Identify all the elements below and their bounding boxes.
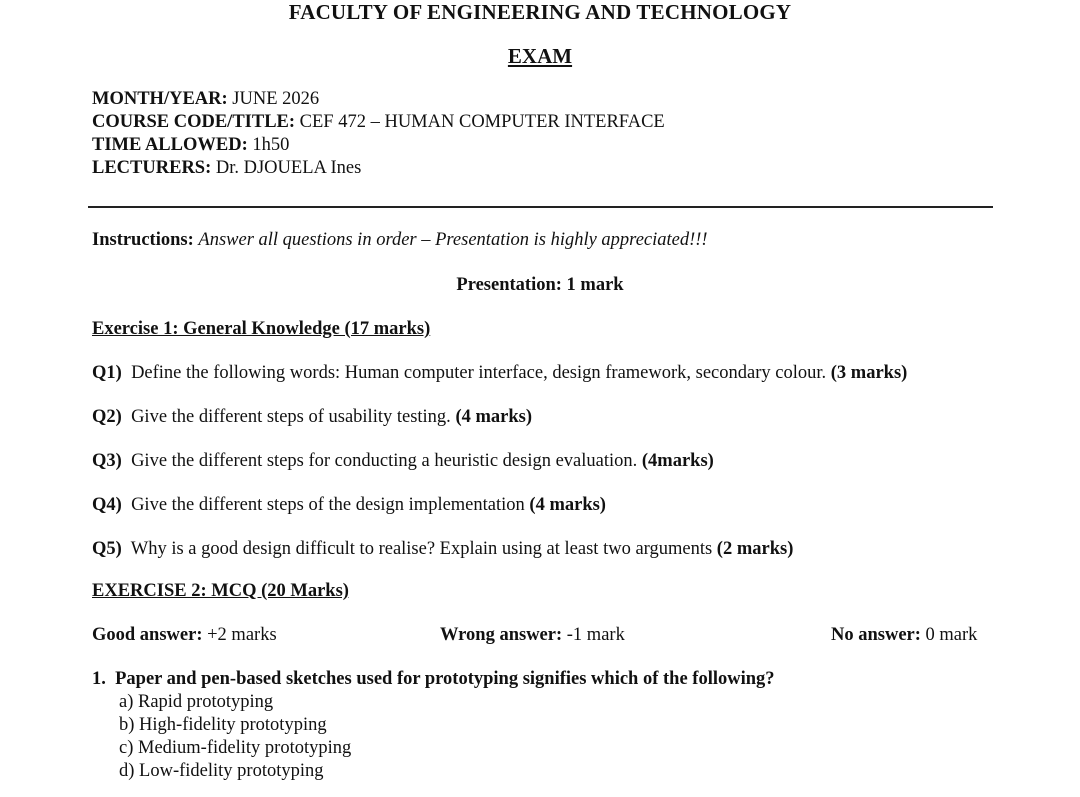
scoring-good (92, 625, 277, 646)
question-text: Give the different steps of usability testing. (131, 407, 451, 427)
mcq-num: 1. (92, 669, 106, 689)
exercise2-title: EXERCISE 2: MCQ (20 Marks) (92, 581, 349, 601)
meta-label: MONTH/YEAR: (92, 89, 228, 109)
meta-value: CEF 472 – HUMAN COMPUTER INTERFACE (299, 112, 665, 132)
scoring-label: No answer: (831, 625, 921, 645)
meta-course (92, 112, 665, 133)
divider (88, 206, 993, 208)
scoring-wrong (440, 625, 625, 646)
scoring-value: 0 mark (925, 625, 978, 645)
question-marks: (4 marks) (529, 495, 606, 515)
question-num: Q2) (92, 407, 122, 427)
question-q3 (92, 451, 714, 472)
question-text: Give the different steps of the design implementation (131, 495, 525, 515)
question-marks: (4 marks) (455, 407, 532, 427)
meta-month-year (92, 89, 319, 110)
instructions-text: Answer all questions in order – Presentation is highly appreciated!!! (198, 230, 708, 250)
mcq-option-a: a) Rapid prototyping (119, 692, 274, 712)
question-q1 (92, 363, 907, 384)
mcq-option-d: d) Low-fidelity prototyping (119, 761, 324, 781)
question-q2 (92, 407, 532, 428)
presentation-mark: Presentation: 1 mark (456, 275, 624, 295)
meta-time (92, 135, 289, 156)
question-text: Why is a good design difficult to realise? Explain using at least two arguments (130, 539, 713, 559)
mcq-option-c: c) Medium-fidelity prototyping (119, 738, 352, 758)
scoring-label: Wrong answer: (440, 625, 563, 645)
instructions (92, 230, 708, 251)
mcq-text: Paper and pen-based sketches used for prototyping signifies which of the following? (115, 669, 775, 689)
scoring-value: -1 mark (566, 625, 625, 645)
meta-value: 1h50 (252, 135, 290, 155)
question-q5 (92, 539, 793, 560)
meta-label: TIME ALLOWED: (92, 135, 248, 155)
mcq-question (92, 669, 775, 690)
question-marks: (3 marks) (830, 363, 908, 383)
meta-label: LECTURERS: (92, 158, 212, 178)
scoring-none (831, 625, 977, 646)
scoring-value: +2 marks (207, 625, 277, 645)
meta-lecturers (92, 158, 361, 179)
question-marks: (2 marks) (716, 539, 794, 559)
meta-label: COURSE CODE/TITLE: (92, 112, 296, 132)
question-marks: (4marks) (641, 451, 714, 471)
question-text: Define the following words: Human computer interface, design framework, secondary colour. (131, 363, 827, 383)
exercise1-title: Exercise 1: General Knowledge (17 marks) (92, 319, 431, 339)
faculty-title: FACULTY OF ENGINEERING AND TECHNOLOGY (288, 0, 792, 24)
question-num: Q1) (92, 363, 122, 383)
mcq-option-b: b) High-fidelity prototyping (119, 715, 327, 735)
question-text: Give the different steps for conducting a heuristic design evaluation. (131, 451, 638, 471)
meta-value: JUNE 2026 (232, 89, 320, 109)
question-q4 (92, 495, 606, 516)
scoring-label: Good answer: (92, 625, 203, 645)
question-num: Q5) (92, 539, 122, 559)
question-num: Q3) (92, 451, 122, 471)
exam-title: EXAM (507, 44, 573, 68)
instructions-label: Instructions: (92, 230, 194, 250)
meta-value: Dr. DJOUELA Ines (215, 158, 362, 178)
question-num: Q4) (92, 495, 122, 515)
